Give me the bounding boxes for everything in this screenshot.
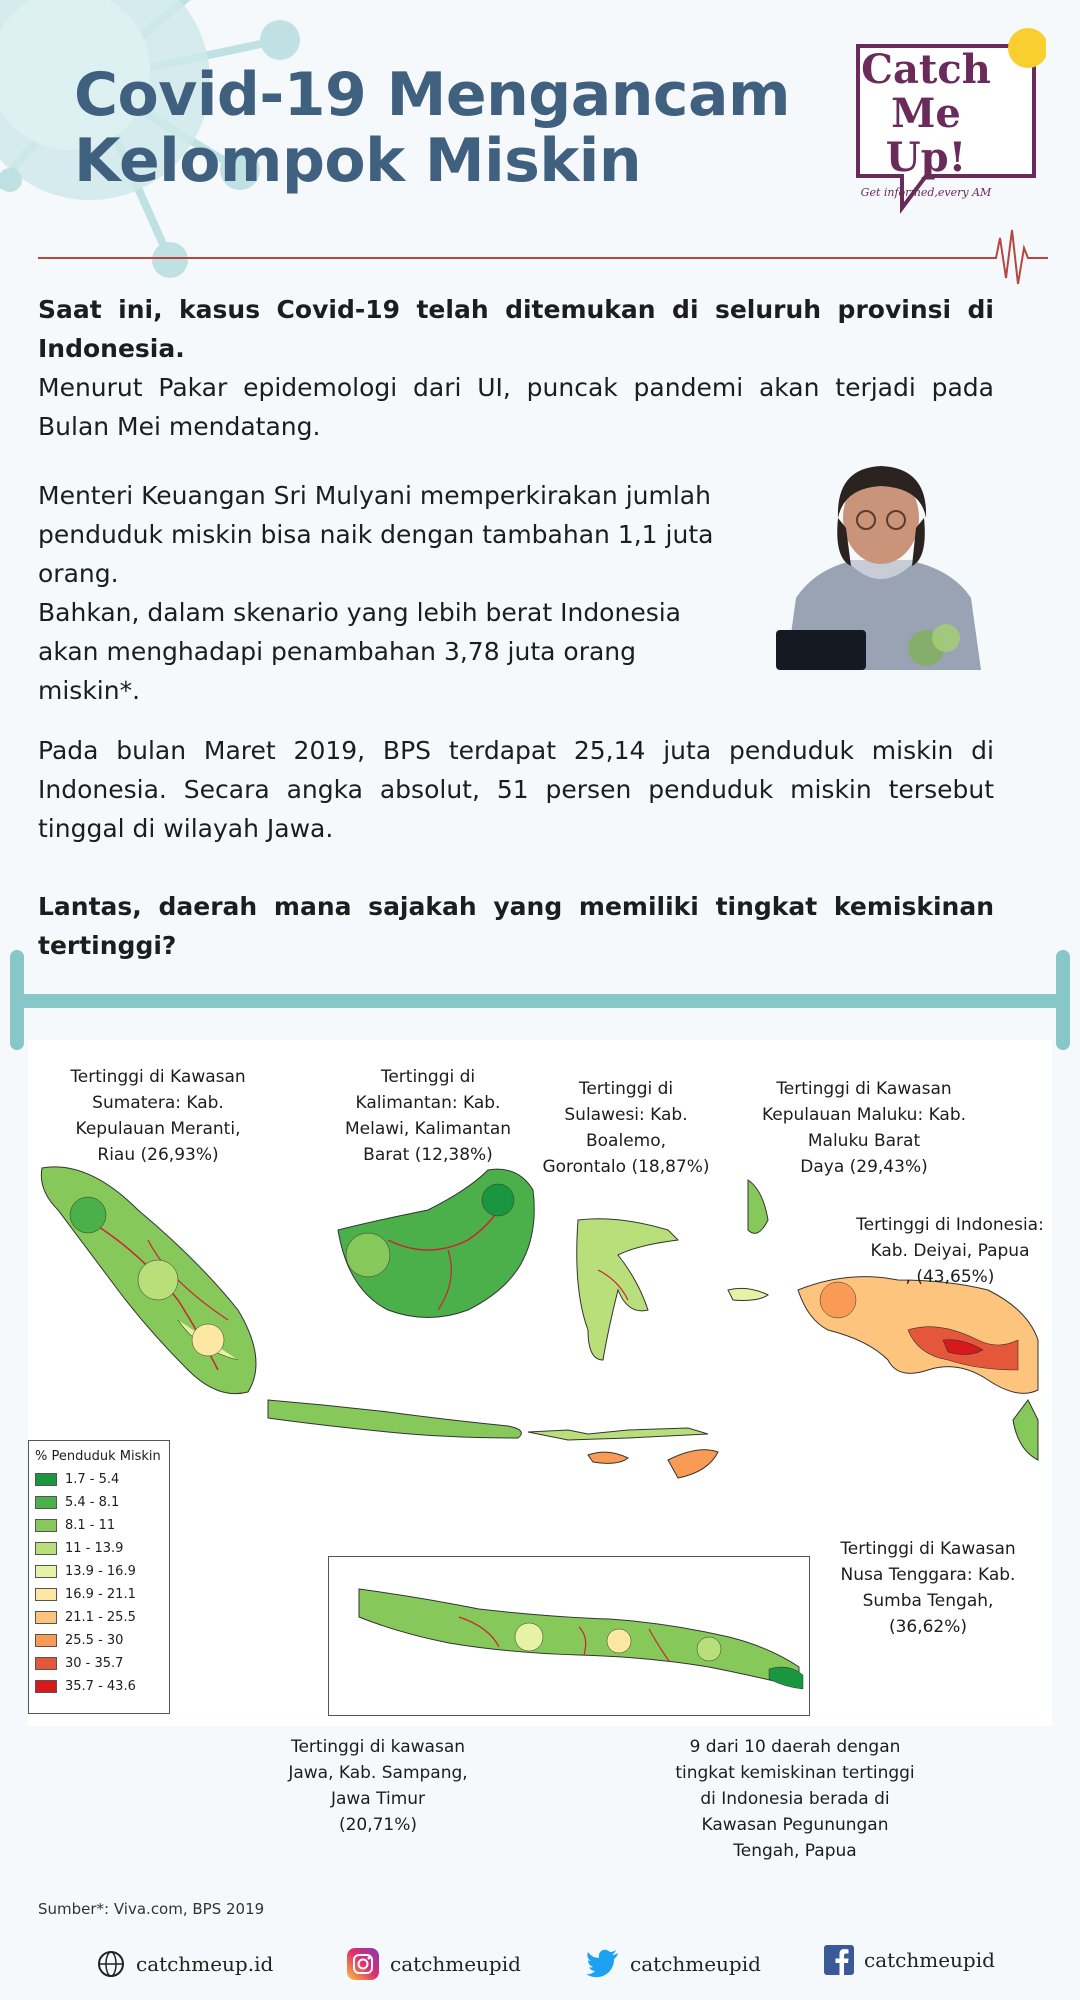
website-label: catchmeup.id [136, 1952, 274, 1976]
legend-swatch [35, 1588, 57, 1601]
legend-swatch [35, 1473, 57, 1486]
twitter-label: catchmeupid [630, 1952, 761, 1976]
title-line-2: Kelompok Miskin [74, 126, 642, 196]
legend-item [35, 1652, 163, 1675]
poverty-map-panel [28, 1040, 1052, 1726]
legend-swatch [35, 1542, 57, 1555]
paragraph-bps: Pada bulan Maret 2019, BPS terdapat 25,14 juta penduduk miskin di Indonesia. Secara angka absolut, 51 persen penduduk miskin tersebut tinggal di wilayah Jawa. [38, 736, 994, 843]
paragraph-minister [38, 476, 798, 710]
legend-label: 5.4 - 8.1 [65, 1495, 120, 1510]
minister-line-5: akan menghadapi penambahan 3,78 juta orang [38, 637, 637, 666]
annotation-sulawesi: Tertinggi di Sulawesi: Kab. Boalemo, Gorontalo (18,87%) [542, 1079, 710, 1177]
question-heading: Lantas, daerah mana sajakah yang memiliki tingkat kemiskinan tertinggi? [38, 892, 994, 960]
legend-label: 1.7 - 5.4 [65, 1472, 120, 1487]
minister-line-3: orang. [38, 559, 119, 588]
legend-item [35, 1606, 163, 1629]
footer-website[interactable] [96, 1944, 273, 1984]
legend-swatch [35, 1634, 57, 1647]
legend-item [35, 1491, 163, 1514]
legend-label: 35.7 - 43.6 [65, 1679, 136, 1694]
page-title [74, 62, 790, 194]
logo-line-1: Catch [861, 46, 991, 93]
heartbeat-divider [38, 228, 1048, 288]
legend-swatch [35, 1657, 57, 1670]
logo-line-2: Me Up! [885, 90, 967, 181]
footer-instagram[interactable] [346, 1944, 521, 1984]
annotation-maluku: Tertinggi di Kawasan Kepulauan Maluku: Kab. Maluku Barat Daya (29,43%) [761, 1079, 967, 1177]
legend-label: 8.1 - 11 [65, 1518, 116, 1533]
facebook-label: catchmeupid [864, 1948, 995, 1972]
legend-swatch [35, 1519, 57, 1532]
map-java [268, 1400, 521, 1438]
minister-line-2: penduduk miskin bisa naik dengan tambahan 1,1 juta [38, 520, 714, 549]
legend-label: 11 - 13.9 [65, 1541, 124, 1556]
logo-tagline: Get informed,every AM [860, 186, 992, 199]
java-inset-map [328, 1556, 810, 1716]
minister-line-1: Menteri Keuangan Sri Mulyani memperkirakan jumlah [38, 481, 711, 510]
instagram-label: catchmeupid [390, 1952, 521, 1976]
source-note: Sumber*: Viva.com, BPS 2019 [38, 1900, 265, 1918]
legend-swatch [35, 1680, 57, 1693]
legend-swatch [35, 1565, 57, 1578]
twitter-icon [586, 1949, 620, 1979]
paragraph-intro [38, 290, 994, 446]
minister-line-4: Bahkan, dalam skenario yang lebih berat Indonesia [38, 598, 681, 627]
annotation-kalimantan: Tertinggi di Kalimantan: Kab. Melawi, Kalimantan Barat (12,38%) [344, 1067, 512, 1165]
legend-item [35, 1514, 163, 1537]
map-maluku [748, 1180, 768, 1233]
intro-bold-text: Saat ini, kasus Covid-19 telah ditemukan di seluruh provinsi di Indonesia. [38, 295, 994, 363]
annotation-indonesia: Tertinggi di Indonesia: Kab. Deiyai, Papua , (43,65%) [856, 1215, 1044, 1287]
facebook-icon [824, 1945, 854, 1975]
map-sulawesi [577, 1219, 678, 1360]
legend-item [35, 1468, 163, 1491]
legend-swatch [35, 1611, 57, 1624]
footer-twitter[interactable] [586, 1944, 761, 1984]
legend-label: 30 - 35.7 [65, 1656, 124, 1671]
instagram-icon [346, 1947, 380, 1981]
map-nusa-tenggara [528, 1428, 708, 1440]
minister-line-6: miskin*. [38, 676, 141, 705]
legend-title: % Penduduk Miskin [35, 1449, 161, 1464]
legend-item [35, 1537, 163, 1560]
legend-item [35, 1583, 163, 1606]
legend-label: 25.5 - 30 [65, 1633, 124, 1648]
annotation-nusa-tenggara: Tertinggi di Kawasan Nusa Tenggara: Kab. Sumba Tengah, (36,62%) [840, 1539, 1016, 1637]
minister-photo [776, 448, 986, 670]
catchmeup-logo [856, 28, 1046, 218]
intro-text: Menurut Pakar epidemologi dari UI, puncak pandemi akan terjadi pada Bulan Mei mendatang. [38, 373, 994, 441]
legend-swatch [35, 1496, 57, 1509]
annotation-jawa: Tertinggi di kawasan Jawa, Kab. Sampang, Jawa Timur (20,71%) [288, 1737, 468, 1835]
legend-item [35, 1675, 163, 1698]
legend-label: 16.9 - 21.1 [65, 1587, 136, 1602]
legend-item [35, 1560, 163, 1583]
annotation-papua-summary: 9 dari 10 daerah dengan tingkat kemiskinan tertinggi di Indonesia berada di Kawasan Pegunungan Tengah, Papua [675, 1737, 915, 1861]
footer-facebook[interactable] [824, 1940, 995, 1980]
section-divider [10, 950, 1070, 1050]
annotation-sumatera: Tertinggi di Kawasan Sumatera: Kab. Kepulauan Meranti, Riau (26,93%) [70, 1067, 246, 1165]
title-line-1: Covid-19 Mengancam [74, 60, 791, 130]
globe-icon [96, 1949, 126, 1979]
legend-item [35, 1629, 163, 1652]
map-legend [28, 1440, 170, 1714]
legend-label: 21.1 - 25.5 [65, 1610, 136, 1625]
legend-label: 13.9 - 16.9 [65, 1564, 136, 1579]
